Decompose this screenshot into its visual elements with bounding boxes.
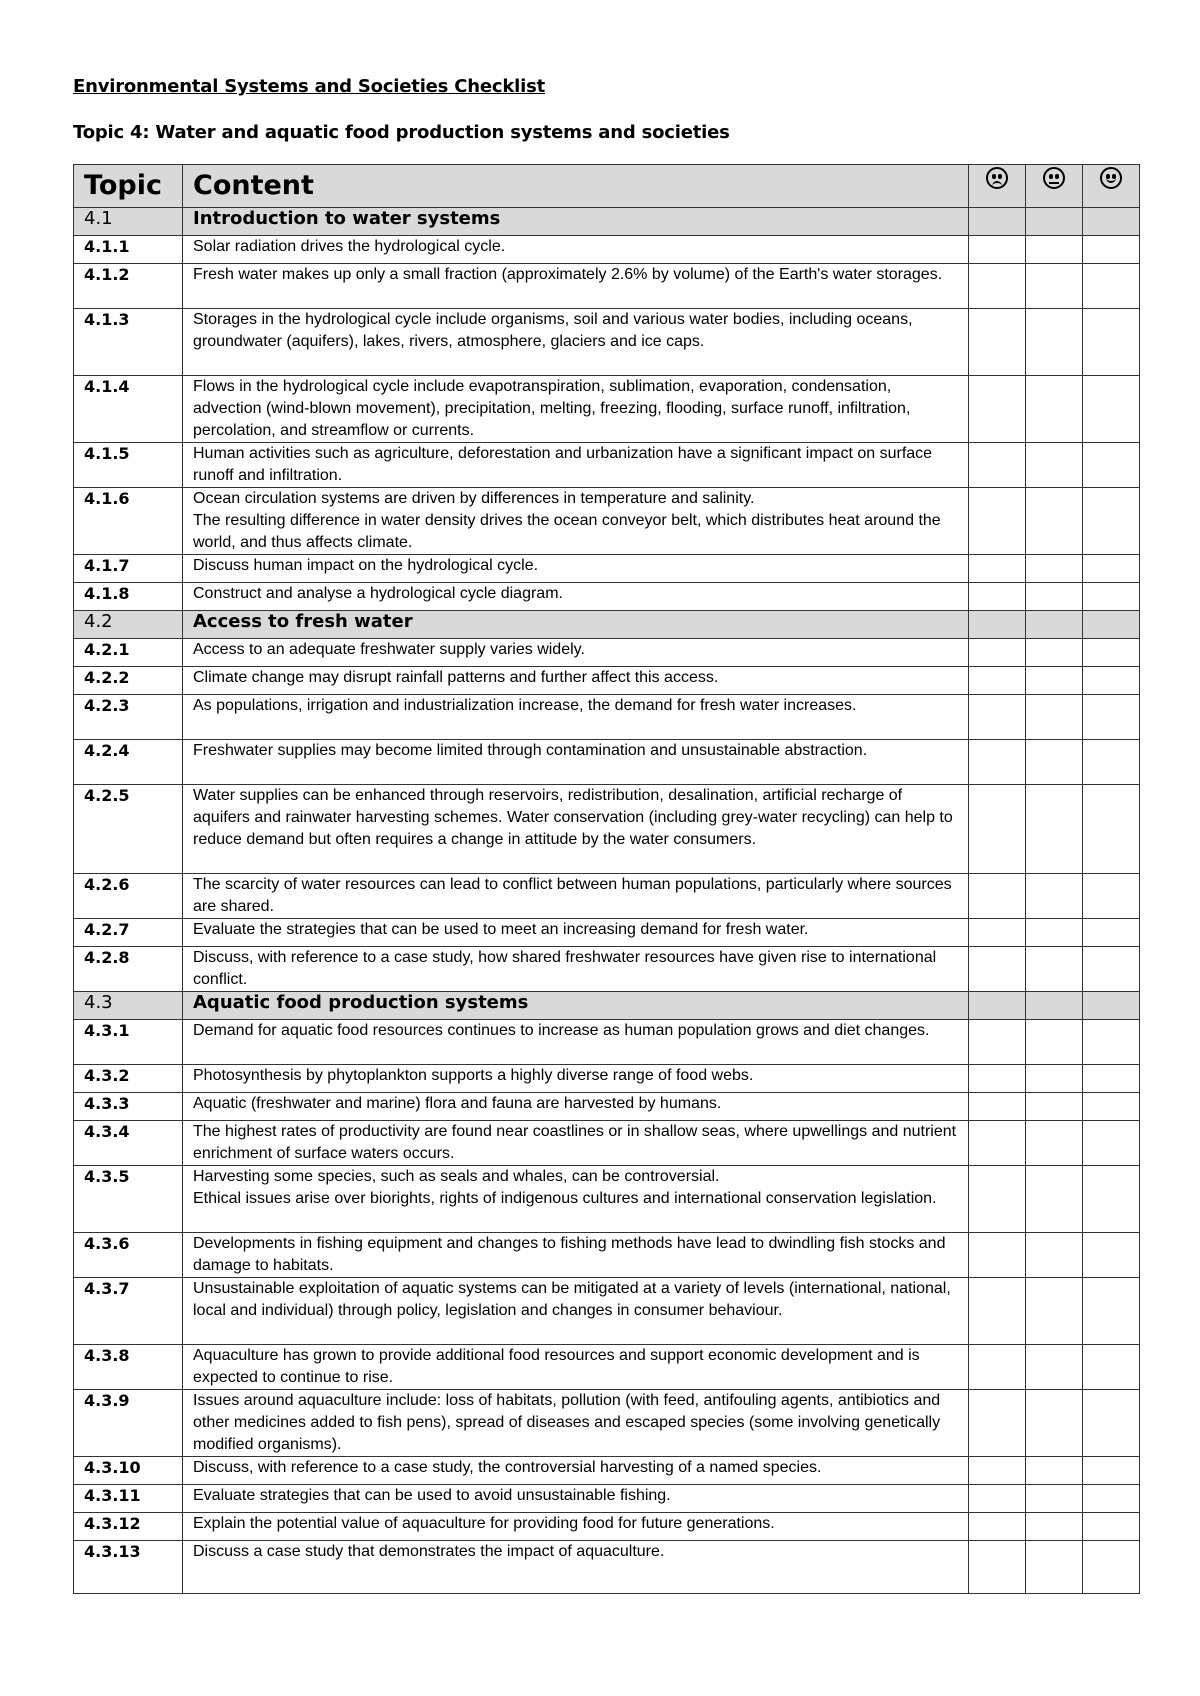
content-text: Evaluate the strategies that can be used to meet an increasing demand for fresh water. <box>183 919 969 947</box>
happy-rating-cell[interactable] <box>1083 919 1140 947</box>
content-text: Construct and analyse a hydrological cycle diagram. <box>183 583 969 611</box>
table-row <box>74 1065 1140 1093</box>
table-header-row <box>74 165 1140 208</box>
content-text: Photosynthesis by phytoplankton supports a highly diverse range of food webs. <box>183 1065 969 1093</box>
table-row <box>74 1278 1140 1345</box>
happy-rating-cell[interactable] <box>1083 1020 1140 1065</box>
table-row <box>74 443 1140 488</box>
content-text: Water supplies can be enhanced through reservoirs, redistribution, desalination, artificial recharge of aquifers and rainwater harvesting schemes. Water conservation (including grey-water recycling) can help to reduce demand but often requires a change in attitude by the water consumers. <box>183 785 969 874</box>
content-text: Explain the potential value of aquaculture for providing food for future generations. <box>183 1513 969 1541</box>
neutral-rating-cell[interactable] <box>1026 376 1083 443</box>
table-row <box>74 1513 1140 1541</box>
neutral-rating-cell[interactable] <box>1026 1121 1083 1166</box>
topic-number: 4.1.7 <box>74 555 183 583</box>
content-column-header: Content <box>183 165 969 208</box>
sad-rating-cell[interactable] <box>969 919 1026 947</box>
happy-rating-cell[interactable] <box>1083 1166 1140 1233</box>
sad-rating-cell[interactable] <box>969 639 1026 667</box>
neutral-rating-cell[interactable] <box>1026 236 1083 264</box>
section-title: Introduction to water systems <box>183 208 969 236</box>
content-text: Access to an adequate freshwater supply varies widely. <box>183 639 969 667</box>
content-text: Demand for aquatic food resources continues to increase as human population grows and diet changes. <box>183 1020 969 1065</box>
happy-rating-cell[interactable] <box>1083 236 1140 264</box>
topic-number: 4.3.12 <box>74 1513 183 1541</box>
sad-rating-cell[interactable] <box>969 785 1026 874</box>
happy-rating-column-header <box>1083 165 1140 208</box>
happy-rating-cell[interactable] <box>1083 785 1140 874</box>
section-number: 4.3 <box>74 992 183 1020</box>
neutral-rating-cell[interactable] <box>1026 1020 1083 1065</box>
table-row <box>74 1166 1140 1233</box>
table-row <box>74 376 1140 443</box>
happy-rating-cell <box>1083 992 1140 1020</box>
topic-number: 4.2.4 <box>74 740 183 785</box>
sad-rating-column-header <box>969 165 1026 208</box>
sad-rating-cell[interactable] <box>969 1233 1026 1278</box>
neutral-rating-cell[interactable] <box>1026 740 1083 785</box>
content-text: Unsustainable exploitation of aquatic systems can be mitigated at a variety of levels (international, national, local and individual) through policy, legislation and changes in consumer behaviour. <box>183 1278 969 1345</box>
neutral-rating-cell[interactable] <box>1026 667 1083 695</box>
neutral-rating-cell <box>1026 611 1083 639</box>
sad-rating-cell[interactable] <box>969 1485 1026 1513</box>
table-row <box>74 1485 1140 1513</box>
neutral-rating-cell[interactable] <box>1026 1233 1083 1278</box>
content-text: Discuss a case study that demonstrates the impact of aquaculture. <box>183 1541 969 1594</box>
neutral-rating-cell[interactable] <box>1026 583 1083 611</box>
topic-number: 4.2.3 <box>74 695 183 740</box>
sad-rating-cell[interactable] <box>969 236 1026 264</box>
neutral-rating-cell[interactable] <box>1026 488 1083 555</box>
table-row <box>74 488 1140 555</box>
table-row <box>74 236 1140 264</box>
neutral-rating-cell[interactable] <box>1026 919 1083 947</box>
neutral-rating-cell[interactable] <box>1026 695 1083 740</box>
sad-rating-cell <box>969 611 1026 639</box>
section-number: 4.1 <box>74 208 183 236</box>
topic-number: 4.1.5 <box>74 443 183 488</box>
sad-rating-cell[interactable] <box>969 488 1026 555</box>
sad-rating-cell[interactable] <box>969 1093 1026 1121</box>
content-text: Storages in the hydrological cycle include organisms, soil and various water bodies, including oceans, groundwater (aquifers), lakes, rivers, atmosphere, glaciers and ice caps. <box>183 309 969 376</box>
page-subtitle: Topic 4: Water and aquatic food production systems and societies <box>73 122 730 143</box>
happy-rating-cell[interactable] <box>1083 1233 1140 1278</box>
sad-rating-cell[interactable] <box>969 947 1026 992</box>
topic-number: 4.3.11 <box>74 1485 183 1513</box>
content-text: Evaluate strategies that can be used to avoid unsustainable fishing. <box>183 1485 969 1513</box>
table-row <box>74 1390 1140 1457</box>
section-title: Aquatic food production systems <box>183 992 969 1020</box>
content-text: Harvesting some species, such as seals and whales, can be controversial. Ethical issues arise over biorights, rights of indigenous cultures and international conservation legislation. <box>183 1166 969 1233</box>
happy-rating-cell[interactable] <box>1083 874 1140 919</box>
neutral-rating-cell[interactable] <box>1026 264 1083 309</box>
neutral-rating-cell[interactable] <box>1026 1541 1083 1594</box>
neutral-rating-cell[interactable] <box>1026 874 1083 919</box>
neutral-rating-cell <box>1026 208 1083 236</box>
happy-rating-cell[interactable] <box>1083 1065 1140 1093</box>
content-text: Discuss, with reference to a case study, the controversial harvesting of a named species. <box>183 1457 969 1485</box>
happy-rating-cell[interactable] <box>1083 1390 1140 1457</box>
topic-number: 4.1.3 <box>74 309 183 376</box>
section-number: 4.2 <box>74 611 183 639</box>
neutral-rating-column-header <box>1026 165 1083 208</box>
table-row <box>74 1020 1140 1065</box>
content-text: The highest rates of productivity are found near coastlines or in shallow seas, where upwellings and nutrient enrichment of surface waters occurs. <box>183 1121 969 1166</box>
neutral-face-icon <box>1043 167 1065 189</box>
sad-rating-cell[interactable] <box>969 740 1026 785</box>
table-row <box>74 740 1140 785</box>
table-row <box>74 785 1140 874</box>
content-text: Freshwater supplies may become limited through contamination and unsustainable abstraction. <box>183 740 969 785</box>
topic-number: 4.3.2 <box>74 1065 183 1093</box>
topic-number: 4.3.6 <box>74 1233 183 1278</box>
topic-number: 4.2.1 <box>74 639 183 667</box>
table-row <box>74 1541 1140 1594</box>
happy-rating-cell[interactable] <box>1083 695 1140 740</box>
topic-number: 4.1.1 <box>74 236 183 264</box>
sad-rating-cell[interactable] <box>969 309 1026 376</box>
table-row <box>74 1121 1140 1166</box>
sad-rating-cell[interactable] <box>969 1121 1026 1166</box>
table-row <box>74 309 1140 376</box>
happy-rating-cell[interactable] <box>1083 1121 1140 1166</box>
neutral-rating-cell[interactable] <box>1026 1345 1083 1390</box>
table-row <box>74 1345 1140 1390</box>
content-text: Discuss human impact on the hydrological cycle. <box>183 555 969 583</box>
section-title: Access to fresh water <box>183 611 969 639</box>
sad-rating-cell[interactable] <box>969 1278 1026 1345</box>
table-row <box>74 695 1140 740</box>
sad-rating-cell[interactable] <box>969 264 1026 309</box>
sad-rating-cell[interactable] <box>969 1166 1026 1233</box>
happy-rating-cell[interactable] <box>1083 376 1140 443</box>
sad-rating-cell[interactable] <box>969 555 1026 583</box>
sad-rating-cell[interactable] <box>969 1345 1026 1390</box>
content-text: Flows in the hydrological cycle include evapotranspiration, sublimation, evaporation, condensation, advection (wind-blown movement), precipitation, melting, freezing, flooding, surface runoff, infiltration, percolation, and streamflow or currents. <box>183 376 969 443</box>
topic-number: 4.3.9 <box>74 1390 183 1457</box>
neutral-rating-cell[interactable] <box>1026 1390 1083 1457</box>
sad-rating-cell[interactable] <box>969 1457 1026 1485</box>
happy-rating-cell[interactable] <box>1083 1345 1140 1390</box>
section-row <box>74 208 1140 236</box>
topic-number: 4.2.7 <box>74 919 183 947</box>
content-text: As populations, irrigation and industrialization increase, the demand for fresh water increases. <box>183 695 969 740</box>
topic-number: 4.1.4 <box>74 376 183 443</box>
topic-number: 4.1.2 <box>74 264 183 309</box>
content-text: Ocean circulation systems are driven by differences in temperature and salinity. The resulting difference in water density drives the ocean conveyor belt, which distributes heat around the world, and thus affects climate. <box>183 488 969 555</box>
neutral-rating-cell[interactable] <box>1026 947 1083 992</box>
happy-rating-cell[interactable] <box>1083 443 1140 488</box>
topic-number: 4.1.8 <box>74 583 183 611</box>
happy-face-icon <box>1100 167 1122 189</box>
neutral-rating-cell[interactable] <box>1026 1457 1083 1485</box>
sad-rating-cell <box>969 992 1026 1020</box>
sad-rating-cell[interactable] <box>969 1390 1026 1457</box>
sad-rating-cell[interactable] <box>969 443 1026 488</box>
sad-rating-cell[interactable] <box>969 583 1026 611</box>
content-text: Discuss, with reference to a case study, how shared freshwater resources have given rise to international conflict. <box>183 947 969 992</box>
sad-rating-cell[interactable] <box>969 1065 1026 1093</box>
happy-rating-cell[interactable] <box>1083 1278 1140 1345</box>
content-text: Aquaculture has grown to provide additional food resources and support economic development and is expected to continue to rise. <box>183 1345 969 1390</box>
topic-number: 4.3.3 <box>74 1093 183 1121</box>
sad-rating-cell[interactable] <box>969 376 1026 443</box>
content-text: The scarcity of water resources can lead to conflict between human populations, particularly where sources are shared. <box>183 874 969 919</box>
table-row <box>74 264 1140 309</box>
content-text: Issues around aquaculture include: loss of habitats, pollution (with feed, antifouling agents, antibiotics and other medicines added to fish pens), spread of diseases and escaped species (some involving genetically modified organisms). <box>183 1390 969 1457</box>
happy-rating-cell[interactable] <box>1083 1513 1140 1541</box>
topic-number: 4.3.5 <box>74 1166 183 1233</box>
neutral-rating-cell[interactable] <box>1026 1166 1083 1233</box>
table-row <box>74 947 1140 992</box>
neutral-rating-cell[interactable] <box>1026 443 1083 488</box>
table-row <box>74 667 1140 695</box>
happy-rating-cell[interactable] <box>1083 639 1140 667</box>
table-row <box>74 555 1140 583</box>
neutral-rating-cell[interactable] <box>1026 1065 1083 1093</box>
topic-number: 4.3.8 <box>74 1345 183 1390</box>
topic-number: 4.1.6 <box>74 488 183 555</box>
topic-number: 4.3.7 <box>74 1278 183 1345</box>
happy-rating-cell <box>1083 208 1140 236</box>
checklist-table <box>73 164 1140 1594</box>
happy-rating-cell[interactable] <box>1083 488 1140 555</box>
neutral-rating-cell[interactable] <box>1026 1093 1083 1121</box>
neutral-rating-cell[interactable] <box>1026 639 1083 667</box>
happy-rating-cell[interactable] <box>1083 264 1140 309</box>
topic-number: 4.3.4 <box>74 1121 183 1166</box>
happy-rating-cell[interactable] <box>1083 583 1140 611</box>
neutral-rating-cell[interactable] <box>1026 1278 1083 1345</box>
neutral-rating-cell <box>1026 992 1083 1020</box>
table-row <box>74 919 1140 947</box>
content-text: Solar radiation drives the hydrological cycle. <box>183 236 969 264</box>
table-row <box>74 639 1140 667</box>
content-text: Aquatic (freshwater and marine) flora and fauna are harvested by humans. <box>183 1093 969 1121</box>
topic-number: 4.3.13 <box>74 1541 183 1594</box>
topic-number: 4.2.5 <box>74 785 183 874</box>
neutral-rating-cell[interactable] <box>1026 1513 1083 1541</box>
topic-number: 4.3.1 <box>74 1020 183 1065</box>
happy-rating-cell[interactable] <box>1083 1485 1140 1513</box>
section-row <box>74 611 1140 639</box>
happy-rating-cell[interactable] <box>1083 740 1140 785</box>
sad-face-icon <box>986 167 1008 189</box>
neutral-rating-cell[interactable] <box>1026 555 1083 583</box>
topic-column-header: Topic <box>74 165 183 208</box>
happy-rating-cell[interactable] <box>1083 309 1140 376</box>
neutral-rating-cell[interactable] <box>1026 785 1083 874</box>
happy-rating-cell[interactable] <box>1083 1541 1140 1594</box>
content-text: Fresh water makes up only a small fraction (approximately 2.6% by volume) of the Earth's water storages. <box>183 264 969 309</box>
checklist-body <box>74 208 1140 1594</box>
content-text: Climate change may disrupt rainfall patterns and further affect this access. <box>183 667 969 695</box>
table-row <box>74 874 1140 919</box>
table-row <box>74 1233 1140 1278</box>
sad-rating-cell[interactable] <box>969 1513 1026 1541</box>
table-row <box>74 1093 1140 1121</box>
section-row <box>74 992 1140 1020</box>
topic-number: 4.3.10 <box>74 1457 183 1485</box>
topic-number: 4.2.8 <box>74 947 183 992</box>
happy-rating-cell[interactable] <box>1083 667 1140 695</box>
neutral-rating-cell[interactable] <box>1026 309 1083 376</box>
content-text: Human activities such as agriculture, deforestation and urbanization have a significant impact on surface runoff and infiltration. <box>183 443 969 488</box>
sad-rating-cell[interactable] <box>969 695 1026 740</box>
page-title: Environmental Systems and Societies Checklist <box>73 76 545 97</box>
sad-rating-cell[interactable] <box>969 1020 1026 1065</box>
happy-rating-cell[interactable] <box>1083 555 1140 583</box>
happy-rating-cell[interactable] <box>1083 1093 1140 1121</box>
neutral-rating-cell[interactable] <box>1026 1485 1083 1513</box>
topic-number: 4.2.6 <box>74 874 183 919</box>
happy-rating-cell[interactable] <box>1083 947 1140 992</box>
table-row <box>74 583 1140 611</box>
happy-rating-cell[interactable] <box>1083 1457 1140 1485</box>
sad-rating-cell[interactable] <box>969 1541 1026 1594</box>
sad-rating-cell <box>969 208 1026 236</box>
table-row <box>74 1457 1140 1485</box>
sad-rating-cell[interactable] <box>969 874 1026 919</box>
content-text: Developments in fishing equipment and changes to fishing methods have lead to dwindling fish stocks and damage to habitats. <box>183 1233 969 1278</box>
topic-number: 4.2.2 <box>74 667 183 695</box>
happy-rating-cell <box>1083 611 1140 639</box>
sad-rating-cell[interactable] <box>969 667 1026 695</box>
